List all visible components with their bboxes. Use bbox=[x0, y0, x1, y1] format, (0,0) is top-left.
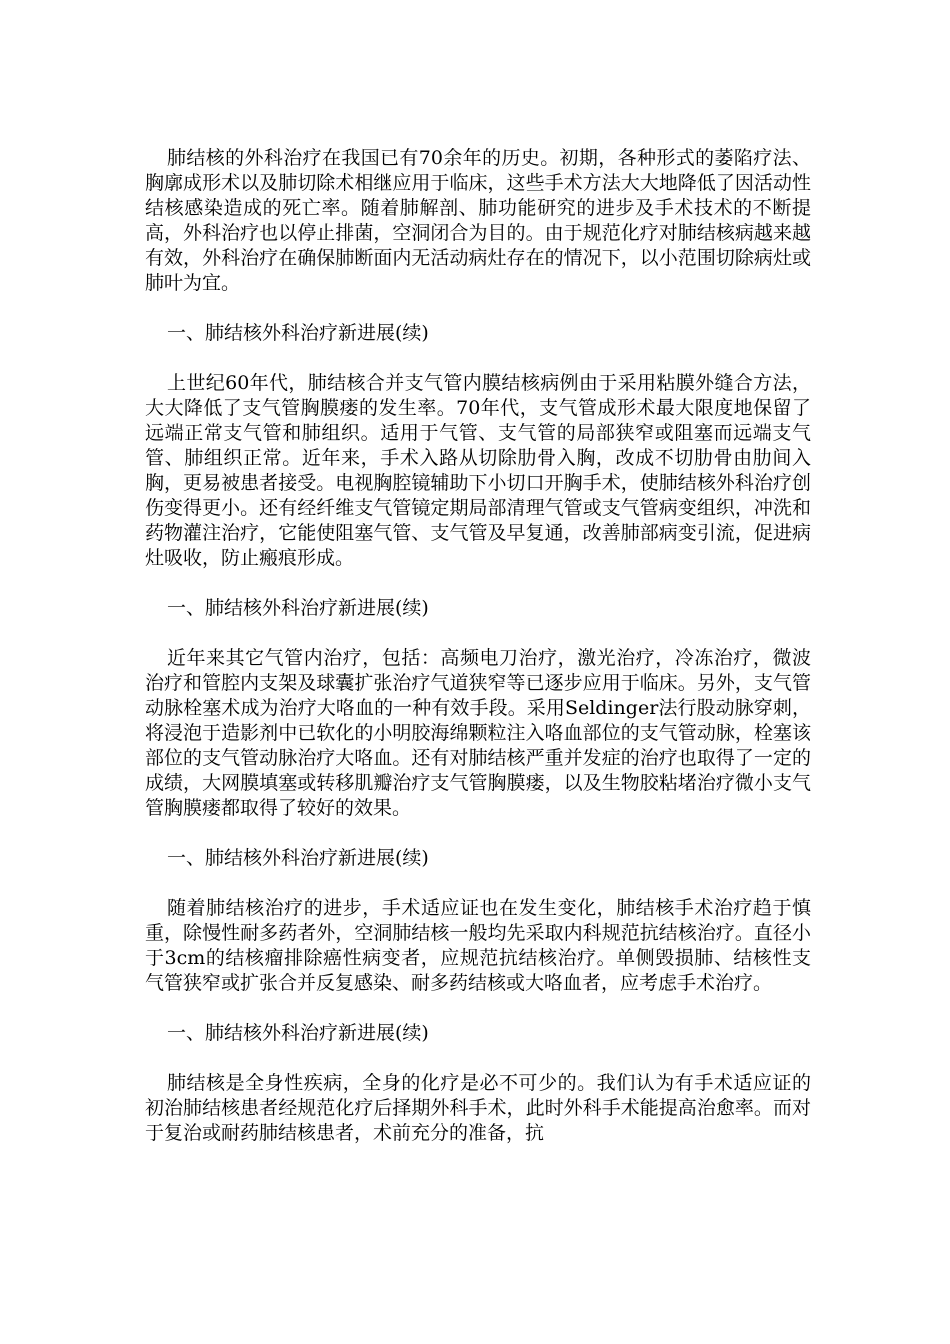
section-heading: 一、肺结核外科治疗新进展(续) bbox=[167, 1022, 429, 1044]
document-body bbox=[145, 146, 811, 1171]
paragraph-indications: 随着肺结核治疗的进步，手术适应证也在发生变化，肺结核手术治疗趋于慎重，除慢性耐多药者外，空洞肺结核一般均先采取内科规范抗结核治疗。直径小于3cm的结核瘤排除癌性病变者，应规范抗结核治疗。单侧毁损肺、结核性支气管狭窄或扩张合并反复感染、耐多药结核或大咯血者，应考虑手术治疗。 bbox=[145, 897, 811, 994]
paragraph-chemotherapy: 肺结核是全身性疾病，全身的化疗是必不可少的。我们认为有手术适应证的初治肺结核患者经规范化疗后择期外科手术，此时外科手术能提高治愈率。而对于复治或耐药肺结核患者，术前充分的准备，抗 bbox=[145, 1072, 811, 1144]
paragraph-bronchoplasty: 上世纪60年代，肺结核合并支气管内膜结核病例由于采用粘膜外缝合方法，大大降低了支气管胸膜瘘的发生率。70年代，支气管成形术最大限度地保留了远端正常支气管和肺组织。适用于气管、支气管的局部狭窄或阻塞而远端支气管、肺组织正常。近年来，手术入路从切除肋骨入胸，改成不切肋骨由肋间入胸，更易被患者接受。电视胸腔镜辅助下小切口开胸手术，使肺结核外科治疗创伤变得更小。还有经纤维支气管镜定期局部清理气管或支气管病变组织，冲洗和药物灌注治疗，它能使阻塞气管、支气管及早复通，改善肺部病变引流，促进病灶吸收，防止瘢痕形成。 bbox=[145, 372, 811, 569]
section-heading: 一、肺结核外科治疗新进展(续) bbox=[167, 322, 429, 344]
section-heading: 一、肺结核外科治疗新进展(续) bbox=[167, 597, 429, 619]
section-heading: 一、肺结核外科治疗新进展(续) bbox=[167, 847, 429, 869]
paragraph-intro: 肺结核的外科治疗在我国已有70余年的历史。初期，各种形式的萎陷疗法、胸廓成形术以及肺切除术相继应用于临床，这些手术方法大大地降低了因活动性结核感染造成的死亡率。随着肺解剖、肺功能研究的进步及手术技术的不断提高，外科治疗也以停止排菌，空洞闭合为目的。由于规范化疗对肺结核病越来越有效，外科治疗在确保肺断面内无活动病灶存在的情况下，以小范围切除病灶或肺叶为宜。 bbox=[145, 147, 811, 294]
paragraph-endobronchial-therapy: 近年来其它气管内治疗，包括：高频电刀治疗，激光治疗，冷冻治疗，微波治疗和管腔内支架及球囊扩张治疗气道狭窄等已逐步应用于临床。另外，支气管动脉栓塞术成为治疗大咯血的一种有效手段。采用Seldinger法行股动脉穿刺，将浸泡于造影剂中已软化的小明胶海绵颗粒注入咯血部位的支气管动脉，栓塞该部位的支气管动脉治疗大咯血。还有对肺结核严重并发症的治疗也取得了一定的成绩，大网膜填塞或转移肌瓣治疗支气管胸膜瘘，以及生物胶粘堵治疗微小支气管胸膜瘘都取得了较好的效果。 bbox=[145, 647, 811, 819]
